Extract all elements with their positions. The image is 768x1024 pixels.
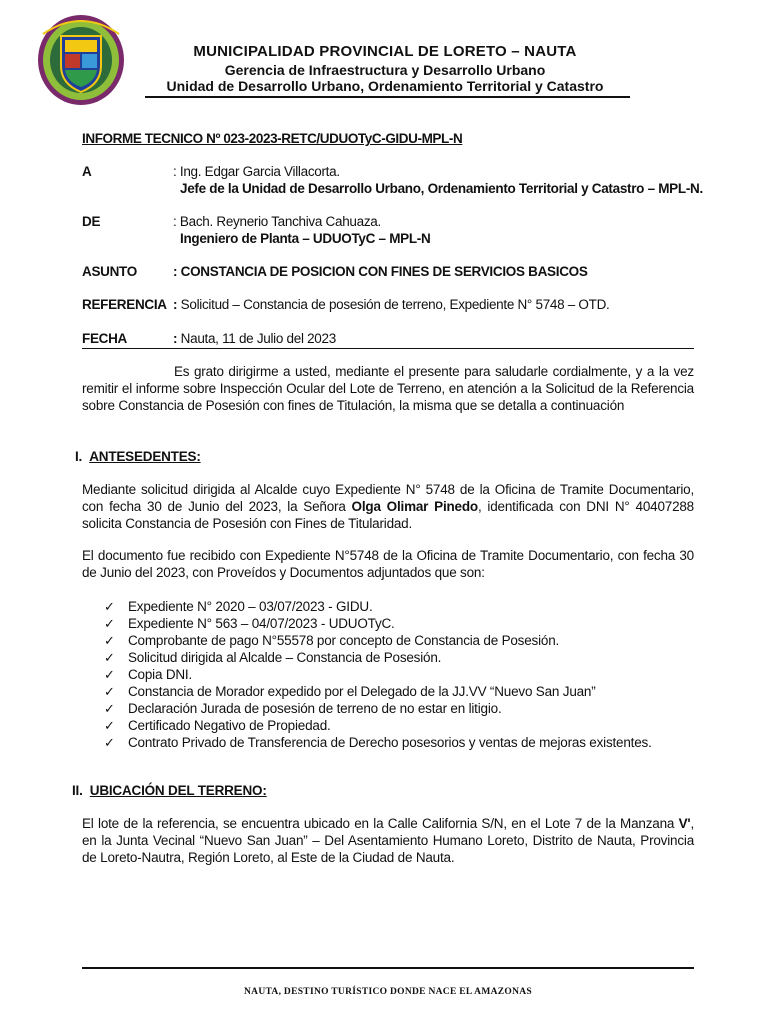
check-icon: ✓: [104, 718, 115, 733]
field-referencia-value: [173, 297, 609, 312]
list-item-text: Expediente N° 563 – 04/07/2023 - UDUOTyC.: [128, 616, 395, 631]
check-icon: ✓: [104, 599, 115, 614]
check-icon: ✓: [104, 650, 115, 665]
field-a-sub: Jefe de la Unidad de Desarrollo Urbano, Ordenamiento Territorial y Catastro – MPL-N.: [180, 181, 703, 196]
section-2-title: UBICACIÓN DEL TERRENO:: [89, 783, 267, 798]
list-item-text: Expediente N° 2020 – 03/07/2023 - GIDU.: [128, 599, 373, 614]
section-1-heading: [75, 449, 201, 464]
field-referencia-label: REFERENCIA: [82, 297, 167, 312]
check-icon: ✓: [104, 684, 115, 699]
section-1-paragraph-2: El documento fue recibido con Expediente N°5748 de la Oficina de Tramite Documentario, con fecha 30 de Junio del 2023, con Proveídos y Documentos adjuntados que son:: [82, 548, 694, 580]
field-de-value: : Bach. Reynerio Tanchiva Cahuaza.: [173, 214, 381, 229]
section-1-p1-start: Mediante solicitud dirigida al Alcalde cuyo Expediente N° 5748 de la Oficina de Tramite Documentario, con fecha 30 de Junio del 2023, la Señora: [82, 482, 694, 514]
list-item-text: Declaración Jurada de posesión de terreno de no estar en litigio.: [128, 701, 502, 716]
check-icon: ✓: [104, 616, 115, 631]
field-asunto-value: : CONSTANCIA DE POSICION CON FINES DE SERVICIOS BASICOS: [173, 264, 588, 279]
field-asunto-label: ASUNTO: [82, 264, 137, 279]
list-item: [104, 598, 652, 615]
header-municipality: MUNICIPALIDAD PROVINCIAL DE LORETO – NAUTA: [193, 43, 577, 60]
list-item: [104, 700, 652, 717]
list-item-text: Constancia de Morador expedido por el Delegado de la JJ.VV “Nuevo San Juan”: [128, 684, 596, 699]
list-item-text: Contrato Privado de Transferencia de Derecho posesorios y ventas de mejoras existentes.: [128, 735, 652, 750]
field-fecha-value: [173, 331, 336, 346]
section-2-p-start: El lote de la referencia, se encuentra ubicado en la Calle California S/N, en el Lote 7 de la Manzana: [82, 816, 679, 831]
field-referencia-colon: :: [173, 297, 181, 312]
section-2-number: II.: [72, 783, 83, 798]
section-2-heading: [72, 783, 267, 798]
list-item: [104, 649, 652, 666]
report-title: INFORME TECNICO Nº 023-2023-RETC/UDUOTyC-GIDU-MPL-N: [82, 131, 463, 146]
field-de-sub: Ingeniero de Planta – UDUOTyC – MPL-N: [180, 231, 431, 246]
field-de-label: DE: [82, 214, 101, 229]
field-fecha-text: Nauta, 11 de Julio del 2023: [180, 331, 336, 346]
list-item-text: Comprobante de pago N°55578 por concepto de Constancia de Posesión.: [128, 633, 560, 648]
field-fecha-label: FECHA: [82, 331, 127, 346]
attached-documents-list: [104, 598, 652, 751]
header-divider: [145, 96, 630, 98]
municipal-seal-logo: [37, 14, 125, 106]
list-item: [104, 717, 652, 734]
field-a-value: : Ing. Edgar Garcia Villacorta.: [173, 164, 340, 179]
section-2-p-end: , en la Junta Vecinal “Nuevo San Juan” – Del Asentamiento Humano Loreto, Distrito de Nauta, Provincia de Loreto-Nautra, Región Loreto, al Este de la Ciudad de Nauta.: [82, 816, 694, 865]
section-2-paragraph: [82, 815, 694, 866]
section-1-p1-end: , identificada con DNI N° 40407288 solicita Constancia de Posesión con Fines de Titularidad.: [82, 499, 694, 531]
field-fecha-colon: :: [173, 331, 181, 346]
list-item: [104, 734, 652, 751]
list-item: [104, 632, 652, 649]
fecha-divider: [82, 348, 694, 349]
footer-slogan: NAUTA, DESTINO TURÍSTICO DONDE NACE EL AMAZONAS: [244, 987, 532, 997]
header-unidad: Unidad de Desarrollo Urbano, Ordenamiento Territorial y Catastro: [166, 78, 604, 94]
intro-paragraph: Es grato dirigirme a usted, mediante el presente para saludarle cordialmente, y a la vez remitir el informe sobre Inspección Ocular del Lote de Terreno, en atención a la Solicitud de la Referencia sobre Constancia de Posesión con fines de Titulación, la misma que se detalla a continuación: [82, 364, 694, 413]
section-1-number: I.: [75, 449, 83, 464]
manzana-letter: V': [678, 816, 691, 831]
field-referencia-text: Solicitud – Constancia de posesión de terreno, Expediente N° 5748 – OTD.: [180, 297, 610, 312]
list-item: [104, 683, 652, 700]
field-a-label: A: [82, 164, 92, 179]
footer-divider: [82, 967, 694, 969]
header-gerencia: Gerencia de Infraestructura y Desarrollo Urbano: [224, 62, 546, 78]
applicant-name: Olga Olimar Pinedo: [351, 499, 478, 514]
list-item: [104, 615, 652, 632]
list-item-text: Certificado Negativo de Propiedad.: [128, 718, 331, 733]
check-icon: ✓: [104, 735, 115, 750]
check-icon: ✓: [104, 633, 115, 648]
list-item: [104, 666, 652, 683]
check-icon: ✓: [104, 701, 115, 716]
list-item-text: Solicitud dirigida al Alcalde – Constancia de Posesión.: [128, 650, 442, 665]
list-item-text: Copia DNI.: [128, 667, 193, 682]
section-1-paragraph-1: [82, 481, 694, 532]
section-1-title: ANTESEDENTES:: [89, 449, 201, 464]
check-icon: ✓: [104, 667, 115, 682]
